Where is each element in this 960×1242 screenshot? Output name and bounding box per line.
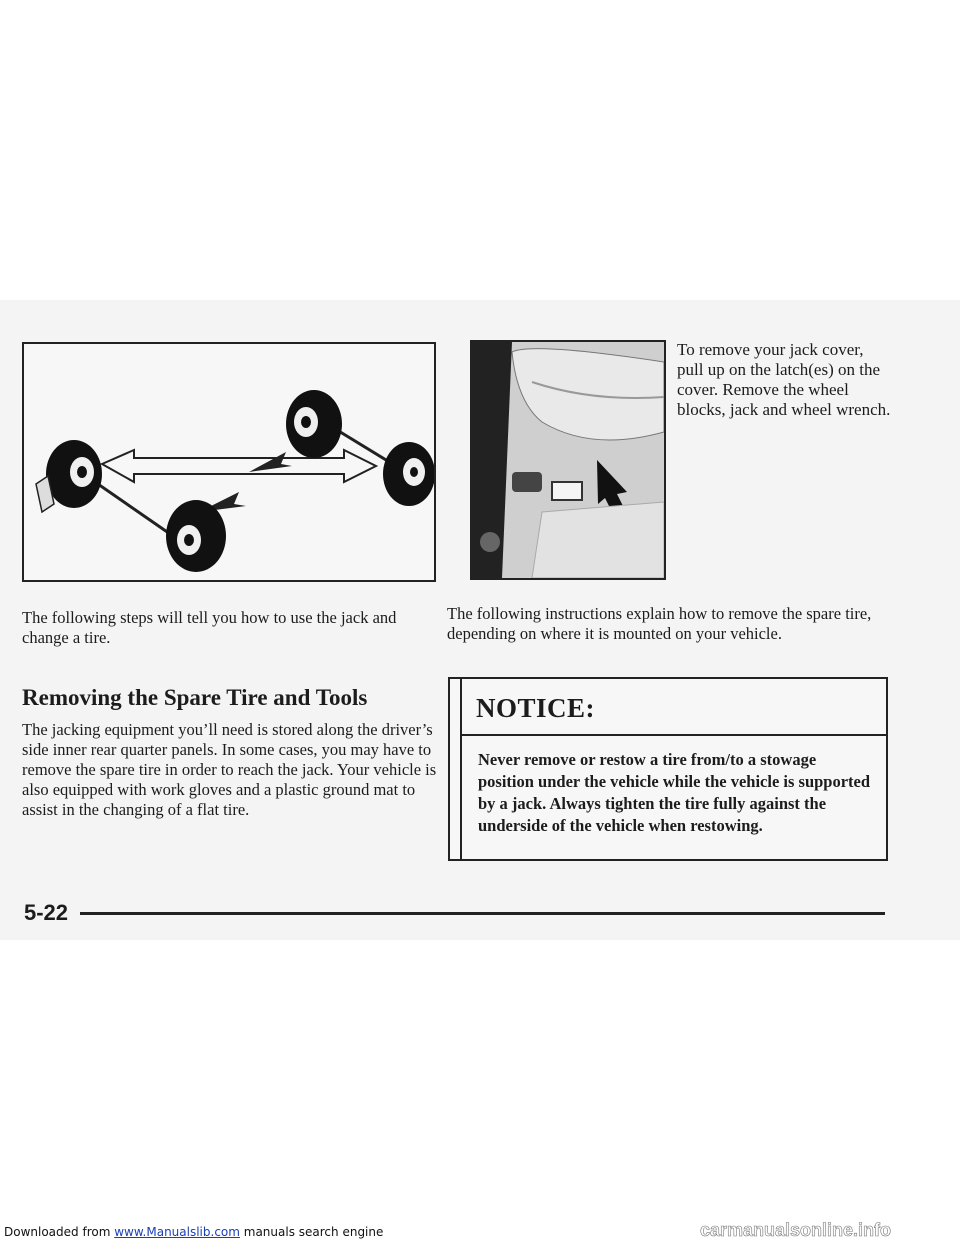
footer-rule: [80, 912, 885, 915]
notice-body: Never remove or restow a tire from/to a stowage position under the vehicle while the vehicle is supported by a jack. Always tighten the tire fully against the underside of the vehicle when restowing.: [478, 750, 871, 835]
tire-rear-left: [36, 440, 102, 512]
banner-suffix: manuals search engine: [239, 1225, 384, 1239]
notice-box: [448, 677, 888, 861]
instructions-paragraph: The following instructions explain how to remove the spare tire, depending on where it is mounted on your vehicle.: [447, 604, 872, 643]
notice-title: NOTICE:: [476, 693, 596, 723]
jack-cover-caption: To remove your jack cover, pull up on the latch(es) on the cover. Remove the wheel blocks, jack and wheel wrench.: [677, 340, 891, 419]
notice-left-bar: [450, 679, 462, 859]
banner-prefix: Downloaded from: [4, 1225, 115, 1239]
download-banner: [4, 1225, 383, 1239]
watermark-logo: [700, 1218, 956, 1242]
svg-text:carmanualsonline.info: carmanualsonline.info: [700, 1220, 892, 1240]
manualslib-link[interactable]: www.Manualslib.com: [114, 1225, 240, 1239]
tire-front-right: [383, 442, 434, 506]
tire-rotation-illustration: [22, 342, 436, 582]
intro-paragraph: The following steps will tell you how to use the jack and change a tire.: [22, 608, 397, 647]
jacking-equipment-paragraph: The jacking equipment you’ll need is stored along the driver’s side inner rear quarter panels. In some cases, you may have to remove the spare tire in order to reach the jack. Your vehicle is also equipped with work gloves and a plastic ground mat to assist in the changing of a flat tire.: [22, 720, 437, 819]
tire-rear-right: [166, 500, 226, 572]
page-number: 5-22: [24, 900, 69, 925]
jack-cover-photo: [470, 340, 666, 580]
section-heading: Removing the Spare Tire and Tools: [22, 685, 368, 710]
notice-divider: [462, 734, 886, 736]
tire-front-left: [286, 390, 342, 458]
